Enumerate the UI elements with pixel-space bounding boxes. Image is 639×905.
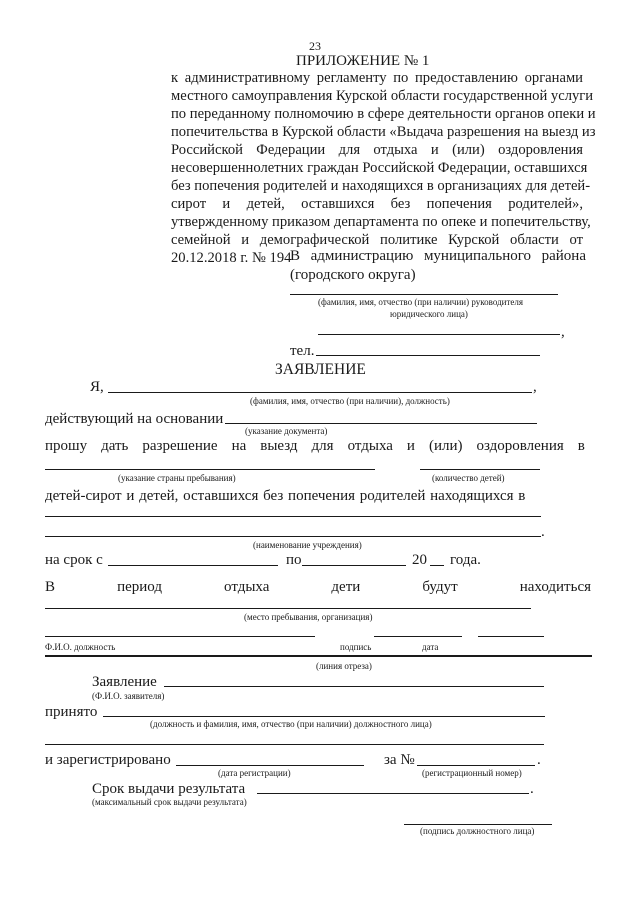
hint-document: (указание документа) [245,426,328,436]
preamble-line: несовершеннолетних граждан Российской Федерации, оставшихся [171,160,588,176]
request-word: прошу [45,438,88,454]
document-field[interactable] [225,423,537,424]
period-dot: . [541,524,545,540]
hint-children-count: (количество детей) [432,473,505,483]
hint-country: (указание страны пребывания) [118,473,236,483]
comma: , [561,324,565,340]
hint-head-name: (фамилия, имя, отчество (при наличии) руководителя [318,297,524,307]
label-signature: подпись [340,642,372,652]
cut-line-label: (линия отреза) [316,661,372,671]
place-field[interactable] [45,608,531,609]
official-field[interactable] [103,716,545,717]
hint-official-signature: (подпись должностного лица) [420,826,535,836]
term-year-suffix: года. [450,552,481,568]
date-field[interactable] [478,636,544,637]
result-dot: . [530,781,534,797]
request-word: выезд [260,438,298,454]
head-name-field[interactable] [290,294,558,295]
preamble-line: без попечения родителей и находящихся в организациях для детей- [171,178,591,194]
page-number: 23 [309,39,321,53]
reg-number-field[interactable] [417,765,535,766]
period-line [45,578,591,596]
request-word: (или) [428,438,463,454]
comma: , [533,379,537,395]
hint-head-name-2: юридического лица) [390,309,468,319]
hint-reg-date: (дата регистрации) [218,768,291,778]
za-no-label: за № [384,752,415,768]
request-word: в [577,438,585,454]
preamble-line: местного самоуправления Курской области государственной услуги [171,88,594,104]
term-year-prefix: 20 [412,552,427,568]
ya-label: Я, [90,379,104,395]
applicant-fio-field[interactable] [164,686,544,687]
period-word: будут [422,579,458,595]
hint-place: (место пребывания, организация) [244,612,373,622]
acting-basis-label: действующий на основании [45,411,224,427]
preamble-line: по переданному полномочию в сфере деятельности органов опеки и [171,106,596,122]
request-word: дать [101,438,129,454]
statement-label: Заявление [92,674,157,690]
term-label: на срок с [45,552,103,568]
request-word: разрешение [142,438,218,454]
reg-date-field[interactable] [176,765,364,766]
term-from-field[interactable] [108,565,278,566]
request-line [45,437,585,455]
label-fio-position: Ф.И.О. должность [45,642,116,652]
preamble-line: 20.12.2018 г. № 194 [171,250,292,266]
preamble [171,69,596,267]
accepted-label: принято [45,704,98,720]
country-field[interactable] [45,469,375,470]
period-word: находиться [519,579,591,595]
institution-field[interactable] [45,516,541,517]
request-word: на [231,438,247,454]
request-word: и [406,438,415,454]
request-word: отдыха [347,438,393,454]
reg-period-dot: . [537,752,541,768]
preamble-line: семейной и демографической политике Курской области от [171,232,583,248]
preamble-line: утвержденному приказом департамента по опеке и попечительству, [171,214,591,230]
addressee-line-1: В администрацию муниципального района [290,248,586,264]
period-word: В [45,579,56,595]
label-date: дата [422,642,439,652]
institution-field-2[interactable] [45,536,541,537]
preamble-line: к административному регламенту по предоставлению органами [171,70,583,86]
cut-line [45,655,592,657]
head-name-field-2[interactable] [318,334,560,335]
orphans-line: детей-сирот и детей, оставшихся без попечения родителей находящихся в [45,488,526,504]
result-term-field[interactable] [257,793,529,794]
hint-max-term: (максимальный срок выдачи результата) [92,797,247,807]
hint-applicant-fio: (Ф.И.О. заявителя) [92,691,165,701]
applicant-name-field[interactable] [108,392,532,393]
request-word: для [311,438,334,454]
children-count-field[interactable] [420,469,540,470]
result-term-label: Срок выдачи результата [92,781,246,797]
form-title: ЗАЯВЛЕНИЕ [275,361,366,378]
registered-label: и зарегистрировано [45,752,171,768]
official-field-2[interactable] [45,744,544,745]
period-word: период [117,579,162,595]
period-word: отдыха [224,579,270,595]
term-po-label: по [286,552,302,568]
term-to-field[interactable] [302,565,406,566]
tel-label: тел. [290,343,315,359]
preamble-line: Российской Федерации для отдыха и (или) оздоровления [171,142,583,158]
signature-field[interactable] [374,636,462,637]
addressee-line-2: (городского округа) [290,267,416,283]
hint-institution: (наименование учреждения) [253,540,362,550]
preamble-line: попечительства в Курской области «Выдача разрешения на выезд из [171,124,596,140]
hint-reg-number: (регистрационный номер) [422,768,522,778]
term-year-field[interactable] [430,565,444,566]
tel-field[interactable] [316,355,540,356]
period-word: дети [331,579,361,595]
appendix-title: ПРИЛОЖЕНИЕ № 1 [296,53,430,69]
hint-applicant-name: (фамилия, имя, отчество (при наличии), должность) [250,396,450,406]
official-signature-field[interactable] [404,824,552,825]
fio-field[interactable] [45,636,315,637]
preamble-line: сирот и детей, оставшихся без попечения родителей», [171,196,583,212]
hint-official: (должность и фамилия, имя, отчество (при наличии) должностного лица) [150,719,432,729]
request-word: оздоровления [476,438,564,454]
